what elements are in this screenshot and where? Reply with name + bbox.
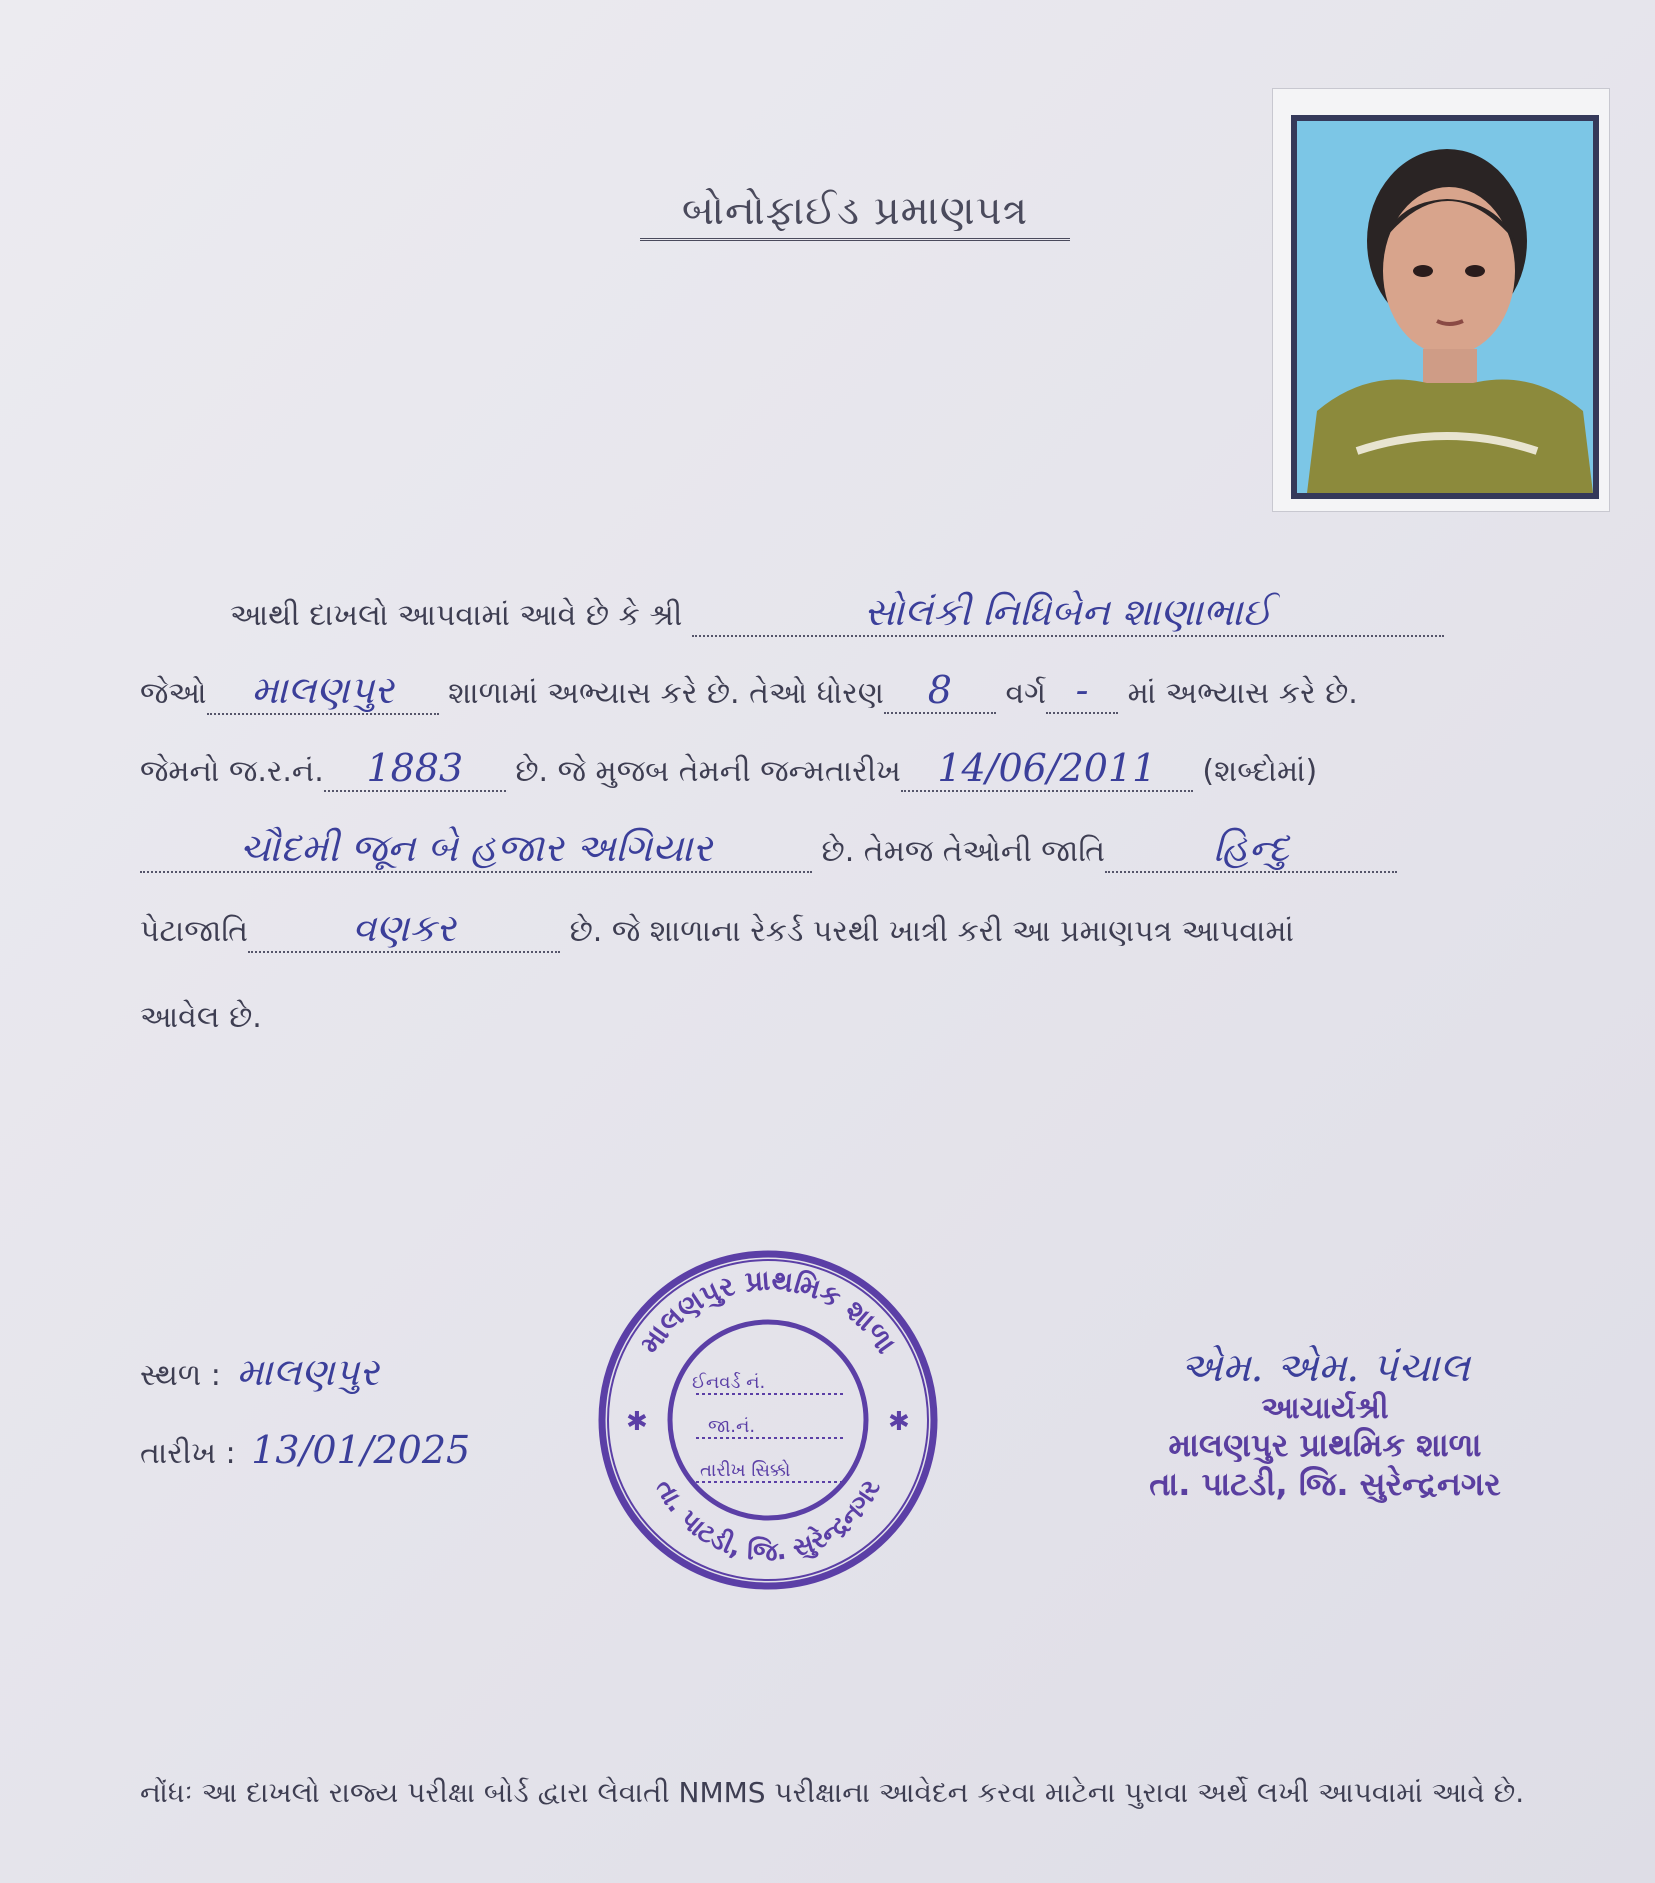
subcaste-label: પેટાજાતિ xyxy=(140,914,249,949)
seal-ring-bottom: તા. પાટડી, જિ. સુરેન્દ્રનગર xyxy=(648,1474,887,1568)
principal-signature-block xyxy=(1090,1345,1560,1504)
school-name: માલણપુર xyxy=(207,668,439,715)
date-value: 13/01/2025 xyxy=(251,1428,471,1472)
in-words-label: (શબ્દોમાં) xyxy=(1202,754,1318,789)
subcaste-value: વણકર xyxy=(248,906,560,953)
intro-text: આથી દાખલો આપવામાં આવે છે કે શ્રી xyxy=(230,598,683,633)
caste-value: હિન્દુ xyxy=(1105,826,1397,873)
signature-school-name: માલણપુર પ્રાથમિક શાળા xyxy=(1168,1426,1482,1464)
line2-suffix: માં અભ્યાસ કરે છે. xyxy=(1127,676,1358,711)
register-number: 1883 xyxy=(324,746,506,792)
dob-label: છે. જે મુજબ તેમની જન્મતારીખ xyxy=(515,754,901,789)
standard-value: 8 xyxy=(884,668,996,714)
certificate-note: નોંધઃ આ દાખલો રાજ્ય પરીક્ષા બોર્ડ દ્વારા લેવાતી NMMS પરીક્ષાના આવેદન કરવા માટેના પુરાવા અર્થે લખી આપવામાં આવે છે. xyxy=(140,1776,1525,1809)
seal-inner-line-3: તારીખ સિક્કો xyxy=(700,1460,791,1481)
svg-text:તા. પાટડી, જિ. સુરેન્દ્રનગર xyxy=(649,1475,887,1568)
seal-graphic xyxy=(596,1248,940,1592)
seal-ring-top: માલણપુર પ્રાથમિક શાળા xyxy=(633,1263,903,1360)
date-label: તારીખ : xyxy=(140,1436,236,1471)
line5-text: છે. જે શાળાના રેકર્ડ પરથી ખાત્રી કરી આ પ્રમાણપત્ર આપવામાં xyxy=(569,914,1294,949)
line2-text: શાળામાં અભ્યાસ કરે છે. તેઓ ધોરણ xyxy=(448,676,884,711)
class-value: - xyxy=(1046,668,1118,714)
student-photo-frame xyxy=(1272,88,1610,512)
certificate-title: બોનોફાઈડ પ્રમાણપત્ર xyxy=(640,188,1070,241)
seal-star-left: ✱ xyxy=(626,1407,648,1437)
caste-label: છે. તેમજ તેઓની જાતિ xyxy=(821,834,1106,869)
date-row xyxy=(140,1428,476,1472)
dob-in-words: ચૌદમી જૂન બે હજાર અગિયાર xyxy=(140,826,812,873)
certificate-line-3 xyxy=(140,746,1580,792)
register-label: જેમનો જ.ર.નં. xyxy=(140,754,324,789)
class-label: વર્ગ xyxy=(1005,676,1047,711)
certificate-line-2 xyxy=(140,668,1580,715)
place-row xyxy=(140,1350,385,1395)
seal-star-right: ✱ xyxy=(888,1407,910,1437)
svg-text:માલણપુર પ્રાથમિક શાળા xyxy=(633,1263,903,1359)
certificate-line-5 xyxy=(140,906,1580,953)
place-value: માલણપુર xyxy=(236,1350,379,1394)
line2-prefix: જેઓ xyxy=(140,676,207,711)
certificate-line-6: આવેલ છે. xyxy=(140,1000,262,1035)
student-photo xyxy=(1291,115,1599,499)
school-seal-stamp xyxy=(596,1248,940,1592)
signature-address: તા. પાટડી, જિ. સુરેન્દ્રનગર xyxy=(1149,1465,1501,1503)
portrait-illustration xyxy=(1297,121,1593,493)
date-of-birth: 14/06/2011 xyxy=(901,746,1193,792)
seal-inner-line-1: ઈનવર્ડ નં. xyxy=(692,1372,766,1393)
place-label: સ્થળ : xyxy=(140,1358,221,1393)
principal-title: આચાર્યશ્રી xyxy=(1261,1391,1389,1426)
student-name: સોલંકી નિધિબેન શાણાભાઈ xyxy=(692,590,1444,637)
certificate-line-1 xyxy=(140,590,1580,637)
principal-signature: એમ. એમ. પંચાલ xyxy=(1180,1345,1470,1391)
certificate-line-4 xyxy=(140,826,1580,873)
seal-inner-line-2: જા.નં. xyxy=(708,1416,756,1437)
